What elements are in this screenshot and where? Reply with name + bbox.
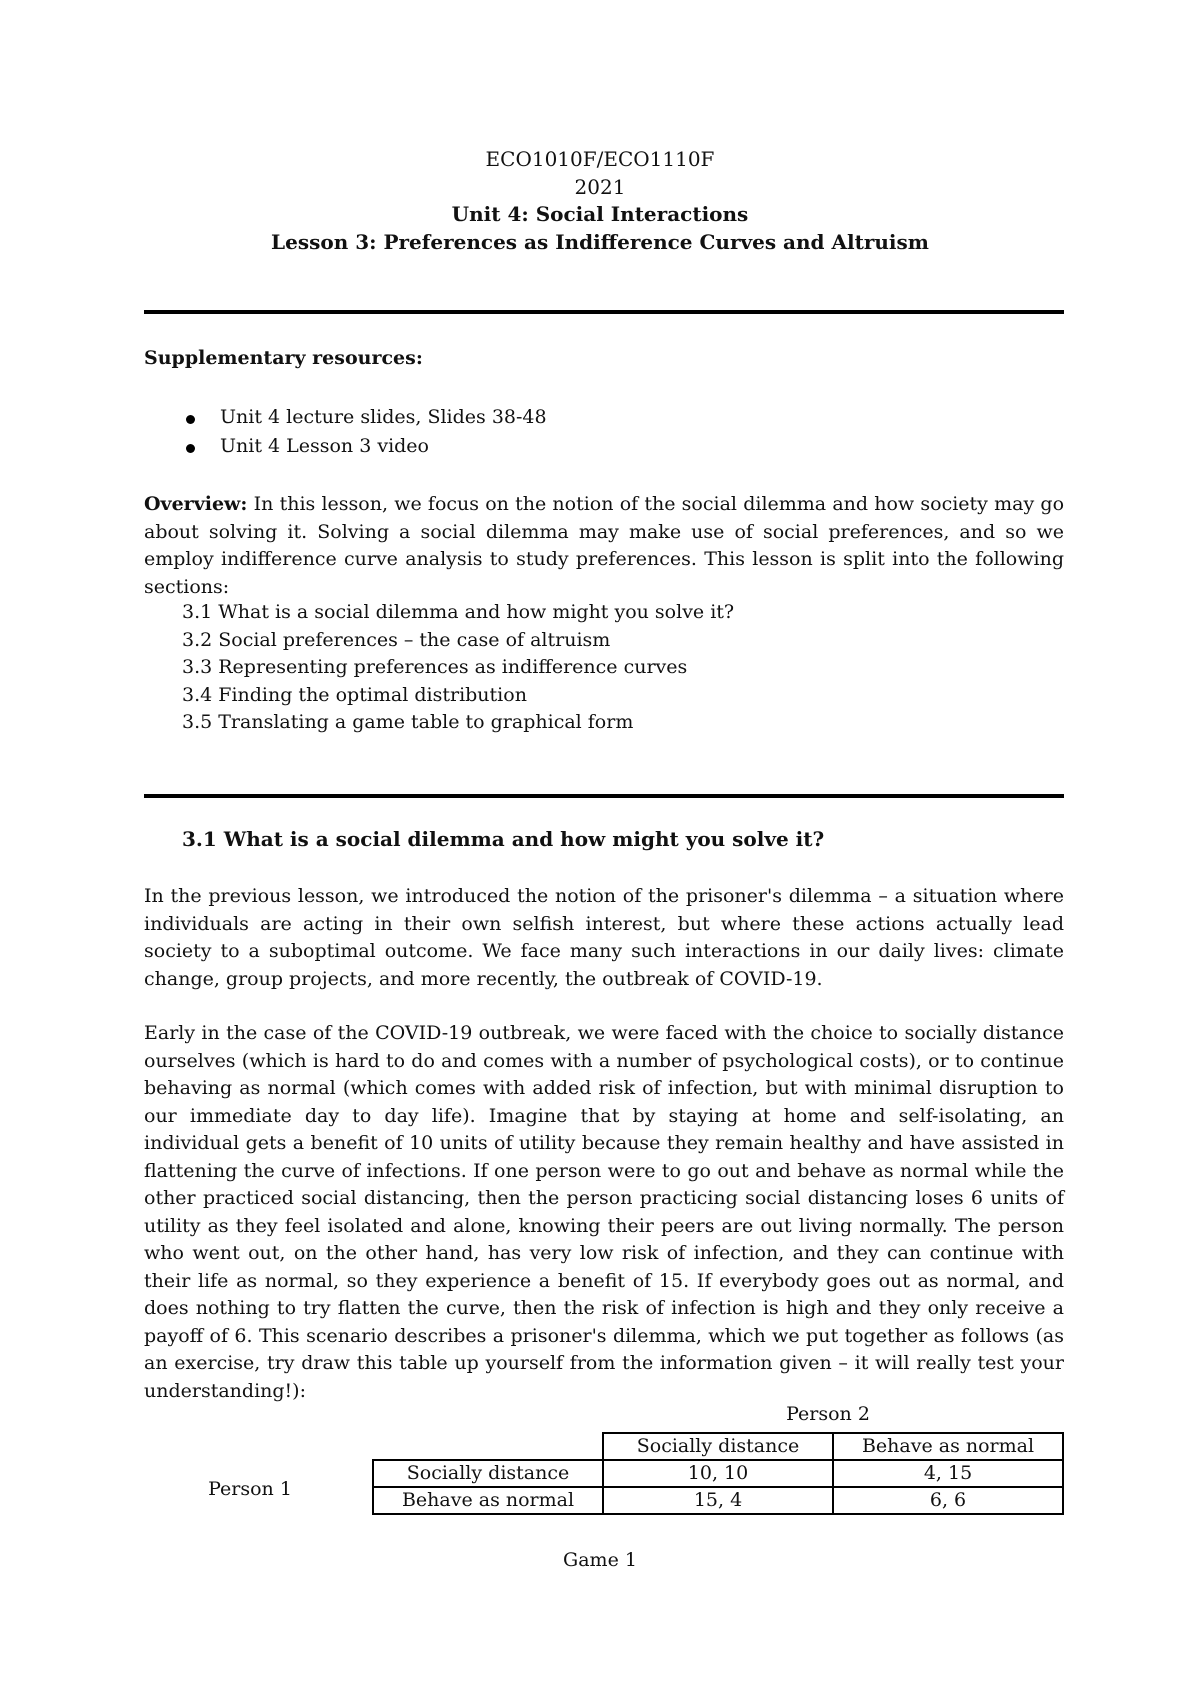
- list-item: Unit 4 Lesson 3 video: [144, 433, 1064, 462]
- list-item: Unit 4 lecture slides, Slides 38-48: [144, 404, 1064, 433]
- payoff-cell: 15, 4: [603, 1487, 833, 1514]
- payoff-cell: 4, 15: [833, 1460, 1063, 1487]
- divider-top: [144, 310, 1064, 314]
- row-header: Behave as normal: [373, 1487, 603, 1514]
- section-heading: 3.1 What is a social dilemma and how might you solve it?: [182, 827, 825, 851]
- list-item: 3.1 What is a social dilemma and how might you solve it?: [182, 601, 735, 623]
- col-header: Socially distance: [603, 1433, 833, 1460]
- row-header: Socially distance: [373, 1460, 603, 1487]
- paragraph-1: In the previous lesson, we introduced the notion of the prisoner's dilemma – a situation where individuals are acting in their own selfish interest, but where these actions actually lead society to a suboptimal outcome. We face many such interactions in our daily lives: climate change, group projects, and more recently, the outbreak of COVID-19.: [144, 885, 1064, 990]
- list-item: 3.2 Social preferences – the case of altruism: [182, 628, 611, 651]
- list-item: 3.4 Finding the optimal distribution: [182, 683, 527, 706]
- table-row: [373, 1460, 1063, 1487]
- paragraph-2: Early in the case of the COVID-19 outbreak, we were faced with the choice to socially distance ourselves (which is hard to do and comes with a number of psychological costs), or to continue behaving as normal (which comes with added risk of infection, but with minimal disruption to our immediate day to day life). Imagine that by staying at home and self-isolating, an individual gets a benefit of 10 units of utility because they remain healthy and have assisted in flattening the curve of infections. If one person were to go out and behave as normal while the other practiced social distancing, then the person practicing social distancing loses 6 units of utility as they feel isolated and alone, knowing their peers are out living normally. The person who went out, on the other hand, has very low risk of infection, and they can continue with their life as normal, so they experience a benefit of 15. If everybody goes out as normal, and does nothing to try flatten the curve, then the risk of infection is high and they only receive a payoff of 6. This scenario describes a prisoner's dilemma, which we put together as follows (as an exercise, try draw this table up yourself from the information given – it will really test your understanding!):: [144, 1022, 1064, 1402]
- course-code: ECO1010F/ECO1110F: [485, 147, 715, 171]
- table-caption: Game 1: [563, 1549, 637, 1571]
- resources-list: [144, 404, 1064, 462]
- bullet-icon: [186, 415, 195, 424]
- col-header: Behave as normal: [833, 1433, 1063, 1460]
- person2-label: Person 2: [786, 1403, 870, 1425]
- payoff-table: [372, 1432, 1064, 1515]
- table-row: [373, 1487, 1063, 1514]
- overview-label: Overview:: [144, 493, 248, 515]
- list-item: 3.5 Translating a game table to graphical form: [182, 711, 634, 733]
- year: 2021: [574, 174, 626, 199]
- list-item: 3.3 Representing preferences as indifference curves: [182, 656, 688, 678]
- unit-title: Unit 4: Social Interactions: [451, 202, 749, 226]
- payoff-cell: 10, 10: [603, 1460, 833, 1487]
- lesson-title: Lesson 3: Preferences as Indifference Curves and Altruism: [271, 229, 929, 254]
- resources-heading: Supplementary resources:: [144, 347, 423, 369]
- document-header: [0, 146, 1200, 256]
- overview-paragraph: [144, 491, 1064, 601]
- table-row: [373, 1433, 1063, 1460]
- bullet-icon: [186, 444, 195, 453]
- payoff-cell: 6, 6: [833, 1487, 1063, 1514]
- person1-label: Person 1: [208, 1478, 292, 1500]
- overview-text: In this lesson, we focus on the notion of the social dilemma and how society may go about solving it. Solving a social dilemma may make use of social preferences, and so we employ indifference curve analysis to study preferences. This lesson is split into the following sections:: [144, 493, 1065, 598]
- sections-list: [144, 599, 1102, 737]
- divider-middle: [144, 794, 1064, 798]
